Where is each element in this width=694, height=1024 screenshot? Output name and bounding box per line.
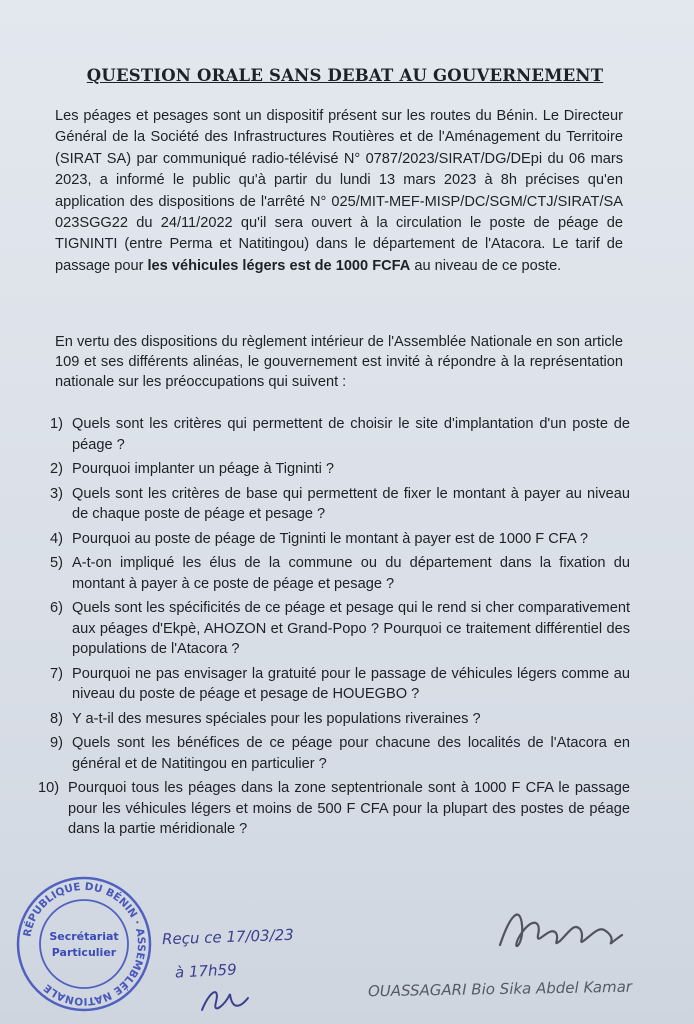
question-text: Quels sont les bénéfices de ce péage pour chacune des localités de l'Atacora en général et de Natitingou en particulier ? [72, 735, 630, 772]
question-text: Pourquoi au poste de péage de Tigninti le montant à payer est de 1000 F CFA ? [72, 530, 588, 547]
question-number: 6) [50, 600, 63, 616]
context-paragraph: En vertu des dispositions du règlement intérieur de l'Assemblée Nationale en son article 109 et ses différents alinéas, le gouvernement est invité à répondre à la représentation nationale sur les préoccupations qui suivent : [55, 334, 623, 390]
question-text: Pourquoi implanter un péage à Tigninti ? [72, 461, 335, 477]
question-number: 7) [50, 665, 63, 682]
question-text: A-t-on impliqué les élus de la commune ou du département dans la fixation du montant à payer à ce poste de péage et pesage ? [72, 555, 630, 592]
question-text: Pourquoi ne pas envisager la gratuité pour le passage de véhicules légers comme au niveau du poste de péage et pesage de HOUEGBO ? [72, 665, 630, 702]
question-number: 2) [50, 461, 63, 477]
question-item [40, 733, 630, 774]
question-item [40, 414, 630, 455]
question-item [40, 778, 630, 840]
question-text: Y a-t-il des mesures spéciales pour les populations riveraines ? [72, 710, 481, 727]
document-title: QUESTION ORALE SANS DEBAT AU GOUVERNEMENT [86, 66, 604, 85]
question-item [40, 664, 630, 705]
question-text: Quels sont les critères de base qui permettent de fixer le montant à payer au niveau de chaque poste de péage et pesage ? [72, 485, 630, 522]
question-number: 5) [50, 555, 63, 571]
intro-text-part1: Les péages et pesages sont un dispositif présent sur les routes du Bénin. Le Directeur Général de la Société des Infrastructures Routières et de l'Aménagement du Territoire (SIRAT SA) par communiqué radio-télévisé N° 0787/2023/SIRAT/DG/DEpi du 06 mars 2023, a informé le public qu'à partir du lundi 13 mars 2023 à 8h précises qu'en application des dispositions de l'arrêté N° 025/MIT-MEF-MISP/DC/SGM/CTJ/SIRAT/SA 023SGG22 du 24/11/2022 qu'il sera ouvert à la circulation le poste de péage de TIGNINTI (entre Perma et Natitingou) dans le département de l'Atacora. Le tarif de passage pour [55, 108, 623, 274]
question-item [40, 459, 630, 480]
signature-mark [490, 895, 630, 965]
question-item [40, 709, 630, 730]
intro-text-bold: les véhicules légers est de 1000 FCFA [147, 257, 411, 274]
question-number: 10) [38, 780, 60, 796]
received-time: à 17h59 [174, 960, 238, 982]
question-number: 1) [50, 416, 63, 432]
question-item [40, 598, 630, 660]
stamp-line1: Secrétariat [49, 930, 119, 943]
question-text: Pourquoi tous les péages dans la zone septentrionale sont à 1000 F CFA le passage pour les véhicules légers et moins de 500 F CFA pour la plupart des postes de péage dans la partie méridionale ? [68, 780, 630, 837]
question-number: 3) [50, 485, 63, 502]
signatory-name: OUASSAGARI Bio Sika Abdel Kamar [367, 977, 633, 1001]
received-note: Reçu ce 17/03/23 [161, 925, 295, 949]
initials-mark [196, 980, 256, 1020]
question-number: 9) [50, 735, 63, 751]
question-text: Quels sont les critères qui permettent de choisir le site d'implantation d'un poste de péage ? [72, 416, 630, 453]
question-item [40, 529, 630, 550]
intro-text-part2: au niveau de ce poste. [410, 257, 562, 274]
question-item [40, 484, 630, 525]
official-stamp [14, 874, 154, 1014]
question-number: 4) [50, 530, 63, 547]
questions-list [40, 414, 630, 844]
stamp-line2: Particulier [51, 946, 117, 959]
question-number: 8) [50, 710, 63, 727]
question-item [40, 553, 630, 594]
stamp-ring-text: RÉPUBLIQUE DU BÉNIN · ASSEMBLÉE NATIONALE [21, 880, 148, 1008]
intro-paragraph [55, 106, 623, 277]
question-text: Quels sont les spécificités de ce péage et pesage qui le rend si cher comparativement aux péages d'Ekpè, AHOZON et Grand-Popo ? Pourquoi ce traitement différentiel des populations de l'Atacora ? [72, 600, 630, 657]
